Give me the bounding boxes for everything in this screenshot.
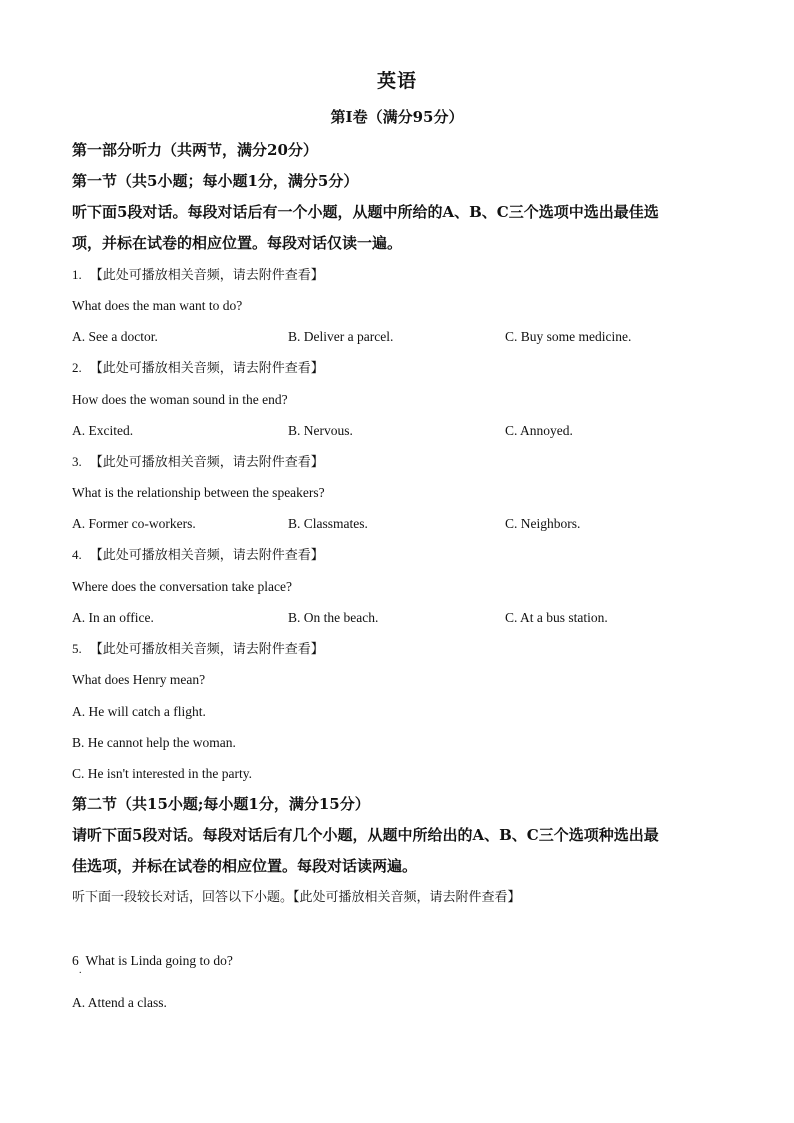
- audio-note: 【此处可播放相关音频，请去附件查看】: [89, 361, 324, 376]
- question-4-option-a: A. In an office.: [72, 610, 154, 625]
- page-subtitle: 第Ⅰ卷（满分95分）: [330, 108, 464, 126]
- question-1-option-c: C. Buy some medicine.: [505, 329, 632, 344]
- question-6-dot: .: [79, 965, 82, 976]
- question-4-audio[interactable]: [72, 548, 324, 562]
- question-1-text: What does the man want to do?: [72, 298, 243, 313]
- section2-heading: 第二节（共15小题;每小题1分，满分15分）: [72, 795, 370, 813]
- question-4-option-c: C. At a bus station.: [505, 610, 608, 625]
- question-2-option-a: A. Excited.: [72, 423, 134, 438]
- question-5-audio[interactable]: [72, 642, 324, 656]
- long-dialogue-note[interactable]: 听下面一段较长对话，回答以下小题。【此处可播放相关音频，请去附件查看】: [72, 890, 521, 905]
- audio-note: 【此处可播放相关音频，请去附件查看】: [89, 642, 324, 657]
- question-number: 4.: [72, 547, 82, 562]
- section1-heading: 第一节（共5小题；每小题1分，满分5分）: [72, 172, 359, 190]
- question-2-text: How does the woman sound in the end?: [72, 392, 288, 407]
- part1-heading: 第一部分听力（共两节，满分20分）: [72, 141, 318, 159]
- section1-instructions-line1: 听下面5段对话。每段对话后有一个小题，从题中所给的A、B、C三个选项中选出最佳选: [72, 203, 659, 221]
- question-1-audio[interactable]: [72, 268, 324, 282]
- question-3-option-b: B. Classmates.: [288, 516, 368, 531]
- page-title: 英语: [376, 70, 417, 92]
- question-number: 1.: [72, 267, 82, 282]
- question-6-prompt: What is Linda going to do?: [85, 953, 233, 968]
- question-1-option-b: B. Deliver a parcel.: [288, 329, 394, 344]
- question-2-option-b: B. Nervous.: [288, 423, 353, 438]
- question-6-text: [72, 954, 233, 968]
- question-2-audio[interactable]: [72, 361, 324, 375]
- question-2-option-c: C. Annoyed.: [505, 423, 573, 438]
- question-number: 3.: [72, 454, 82, 469]
- section2-instructions-line1: 请听下面5段对话。每段对话后有几个小题，从题中所给出的A、B、C三个选项种选出最: [72, 826, 659, 844]
- audio-note: 【此处可播放相关音频，请去附件查看】: [89, 548, 324, 563]
- question-5-text: What does Henry mean?: [72, 672, 206, 687]
- section2-instructions-line2: 佳选项，并标在试卷的相应位置。每段对话读两遍。: [72, 857, 418, 875]
- audio-note: 【此处可播放相关音频，请去附件查看】: [89, 455, 324, 470]
- question-number: 2.: [72, 360, 82, 375]
- question-4-option-b: B. On the beach.: [288, 610, 379, 625]
- question-3-text: What is the relationship between the speakers?: [72, 485, 325, 500]
- audio-note: 【此处可播放相关音频，请去附件查看】: [89, 268, 324, 283]
- question-3-audio[interactable]: [72, 455, 324, 469]
- question-5-option-c: C. He isn't interested in the party.: [72, 766, 253, 781]
- question-number: 5.: [72, 641, 82, 656]
- question-4-text: Where does the conversation take place?: [72, 579, 293, 594]
- question-5-option-b: B. He cannot help the woman.: [72, 735, 236, 750]
- question-3-option-a: A. Former co-workers.: [72, 516, 196, 531]
- question-3-option-c: C. Neighbors.: [505, 516, 581, 531]
- question-1-option-a: A. See a doctor.: [72, 329, 158, 344]
- section1-instructions-line2: 项，并标在试卷的相应位置。每段对话仅读一遍。: [72, 234, 403, 252]
- question-number: 6: [72, 953, 79, 968]
- question-5-option-a: A. He will catch a flight.: [72, 704, 206, 719]
- question-6-option-a: A. Attend a class.: [72, 995, 167, 1010]
